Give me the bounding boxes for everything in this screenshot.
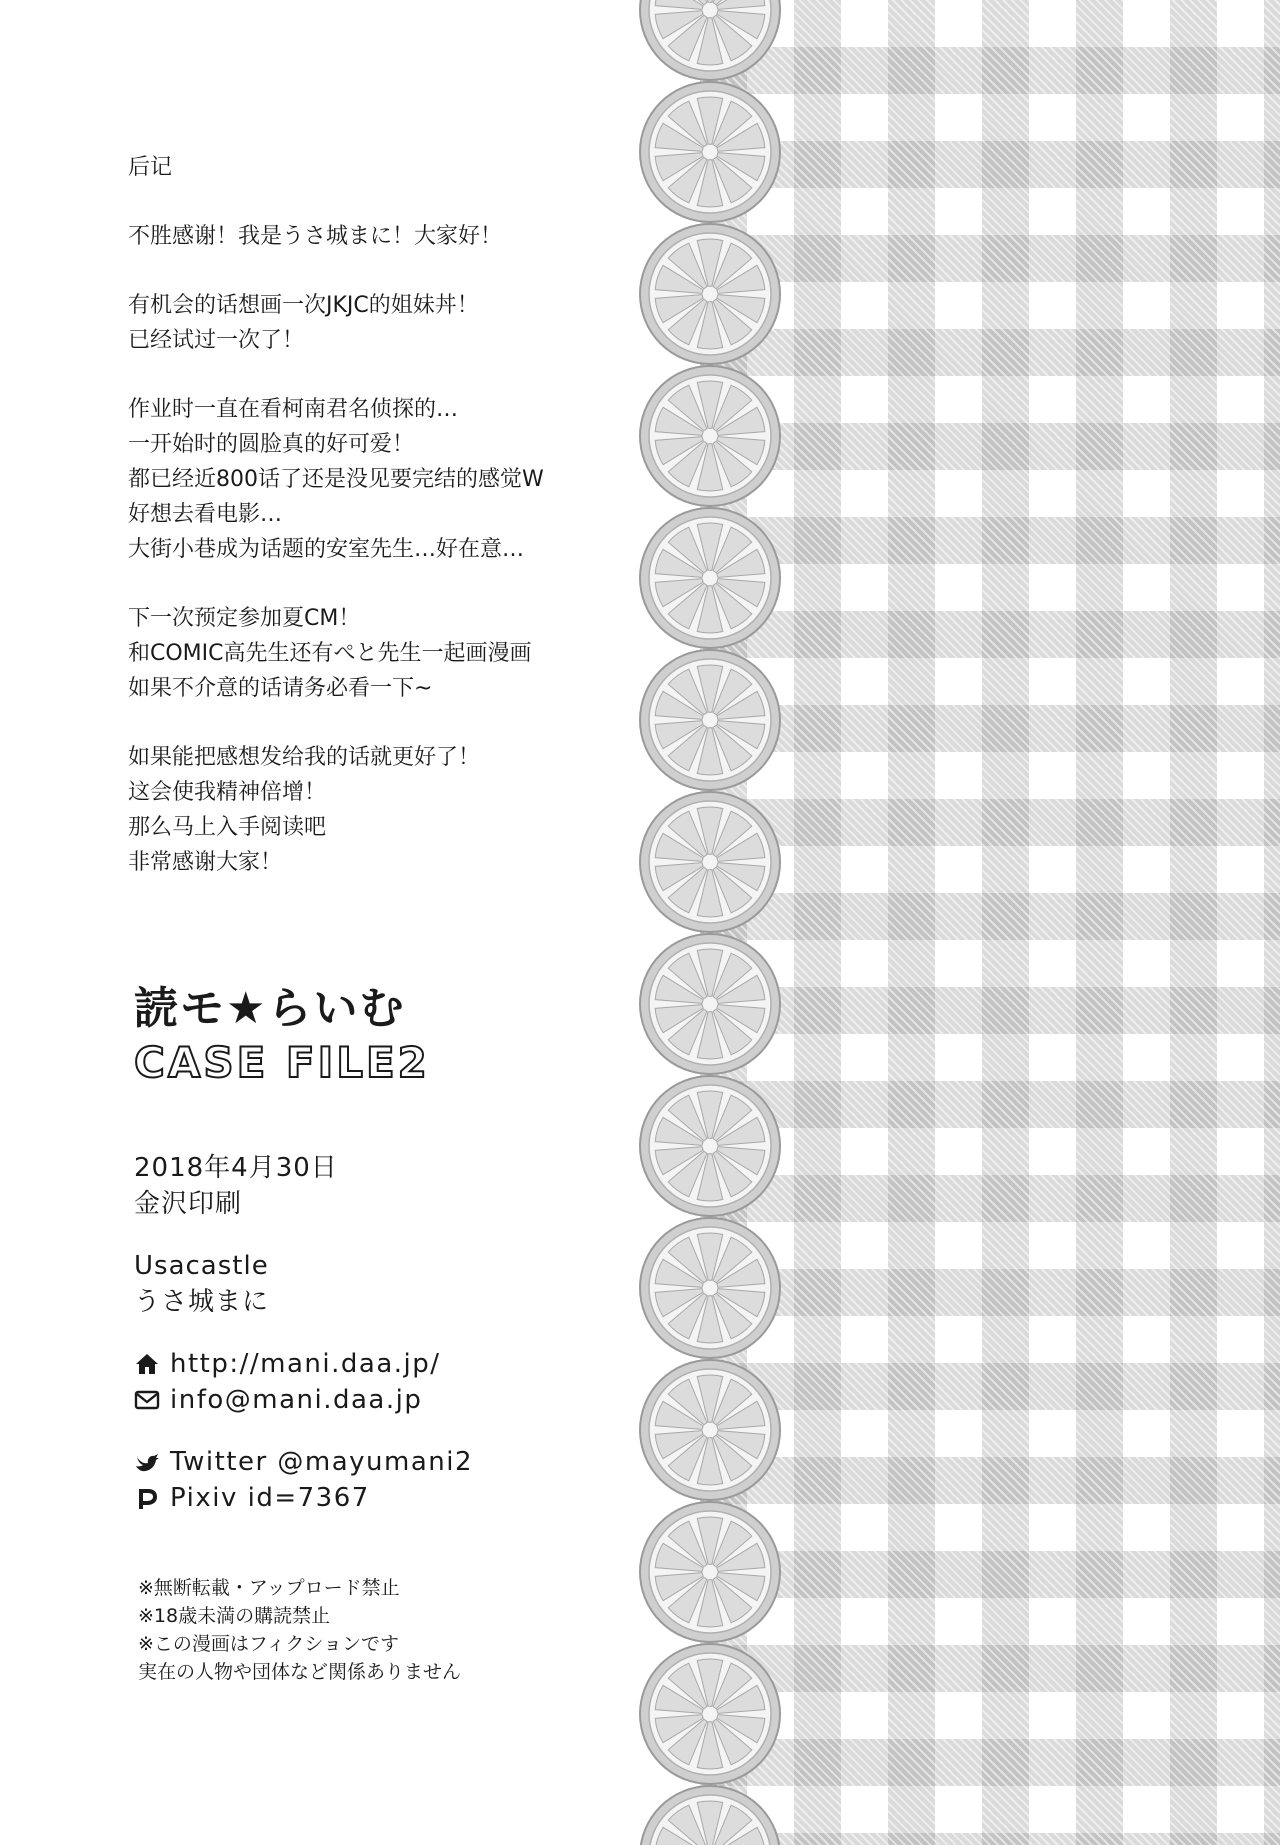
lemon-slice [640, 1360, 780, 1500]
pixiv-icon [134, 1485, 160, 1511]
email-row [134, 1382, 594, 1418]
lemon-slice [640, 1786, 780, 1845]
printer-name: 金沢印刷 [134, 1189, 243, 1219]
lemon-slice [640, 366, 780, 506]
afterword-line: 和COMIC高先生还有ぺと先生一起画漫画 [128, 641, 532, 666]
notice-line: ※無断転載・アップロード禁止 [138, 1577, 400, 1599]
book-title-japanese: 読モ★らいむ [134, 983, 406, 1034]
afterword-line: 下一次预定参加夏CM！ [128, 606, 361, 631]
notice-line: ※この漫画はフィクションです [138, 1633, 400, 1655]
lemon-slice-strip-svg [630, 0, 790, 1845]
notice-line: ※18歳未満の購読禁止 [138, 1605, 331, 1627]
afterword-section [128, 150, 608, 880]
afterword-line: 都已经近800话了还是没见要完结的感觉W [128, 467, 544, 492]
twitter-bird-icon [134, 1449, 160, 1475]
lemon-slice [640, 650, 780, 790]
afterword-title: 后记 [128, 155, 173, 180]
website-link: http://mani.daa.jp/ [170, 1349, 441, 1379]
lemon-slice [640, 792, 780, 932]
colophon-section [134, 1150, 594, 1516]
lemon-slice [640, 1218, 780, 1358]
legal-notices [138, 1574, 558, 1686]
mail-icon [134, 1387, 160, 1413]
lemon-slice [640, 1644, 780, 1784]
afterword-line: 一开始时的圆脸真的好可爱！ [128, 432, 415, 457]
publication-date: 2018年4月30日 [134, 1153, 338, 1183]
afterword-line: 不胜感谢！我是うさ城まに！大家好！ [128, 224, 503, 249]
afterword-line: 好想去看电影… [128, 502, 283, 527]
afterword-line: 大街小巷成为话题的安室先生…好在意… [128, 537, 525, 562]
home-icon [134, 1351, 160, 1377]
notice-line: 実在の人物や団体など関係ありません [138, 1661, 462, 1683]
website-row [134, 1346, 594, 1382]
lemon-slice [640, 508, 780, 648]
afterword-line: 那么马上入手阅读吧 [128, 815, 327, 840]
lemon-slice [640, 0, 780, 80]
pixiv-id: Pixiv id=7367 [170, 1483, 370, 1513]
twitter-handle: Twitter @mayumani2 [170, 1447, 474, 1477]
author-name: うさ城まに [134, 1287, 270, 1317]
book-title-english: CASE FILE2 [134, 1038, 430, 1087]
lemon-slice [640, 934, 780, 1074]
afterword-line: 如果能把感想发给我的话就更好了！ [128, 745, 481, 770]
pixiv-row [134, 1480, 594, 1516]
afterword-line: 如果不介意的话请务必看一下~ [128, 676, 433, 701]
book-title-logo [134, 982, 430, 1090]
lemon-slice [640, 1076, 780, 1216]
lemon-slice [640, 82, 780, 222]
email-address: info@mani.daa.jp [170, 1385, 423, 1415]
lemon-slice-border [630, 0, 790, 1845]
twitter-row [134, 1444, 594, 1480]
afterword-line: 这会使我精神倍增！ [128, 780, 327, 805]
lemon-slice [640, 224, 780, 364]
afterword-line: 有机会的话想画一次JKJC的姐妹丼！ [128, 293, 479, 318]
afterword-line: 非常感谢大家！ [128, 850, 283, 875]
afterword-line: 作业时一直在看柯南君名侦探的… [128, 397, 459, 422]
circle-name: Usacastle [134, 1251, 269, 1281]
afterword-line: 已经试过一次了！ [128, 328, 305, 353]
lemon-slice [640, 1502, 780, 1642]
